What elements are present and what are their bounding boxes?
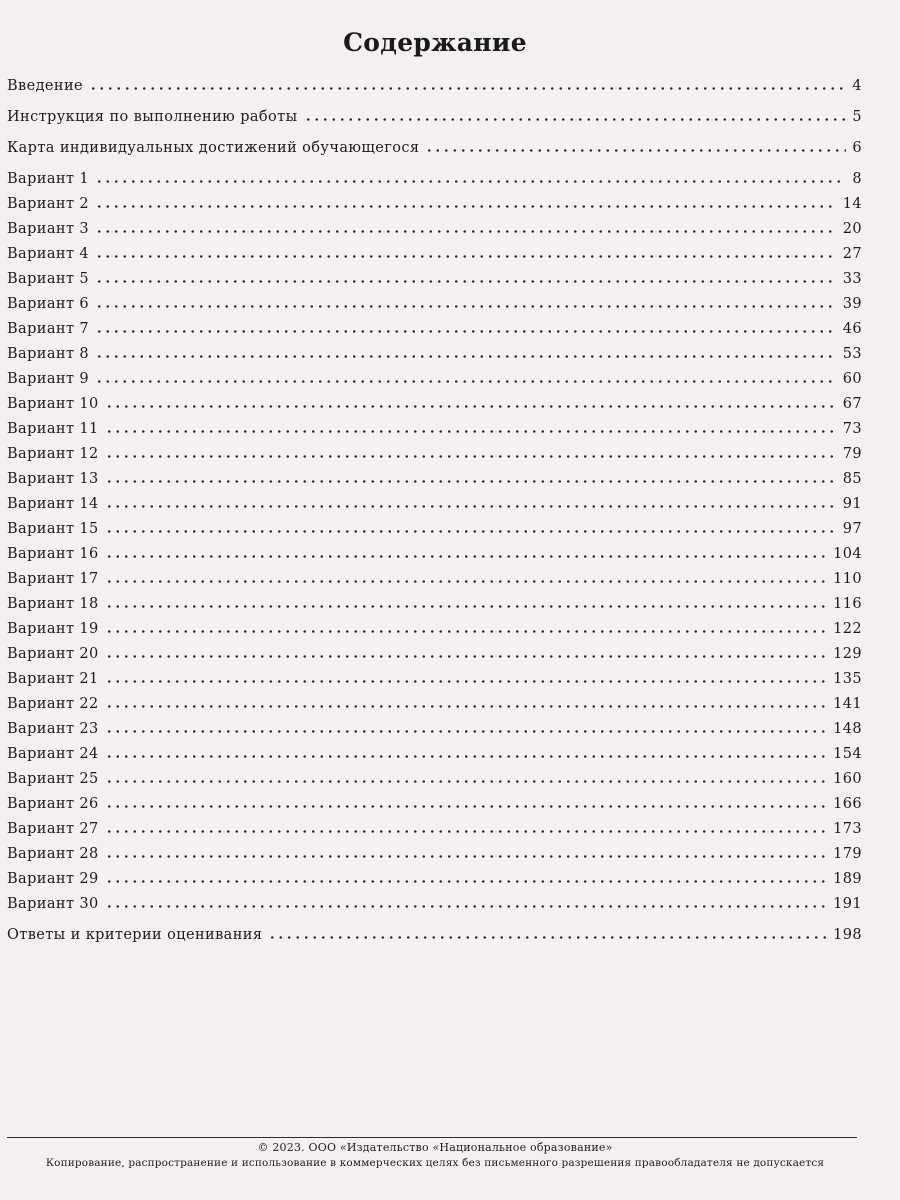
dot-leader: [105, 580, 827, 583]
toc-entry-page: 173: [833, 821, 862, 837]
toc-entry-page: 5: [852, 109, 862, 125]
toc-entry-label: Инструкция по выполнению работы: [7, 109, 298, 125]
toc-entry-variant-18[interactable]: [7, 592, 862, 617]
toc-entry-label: Вариант 28: [7, 846, 99, 862]
toc-entry-label: Вариант 19: [7, 621, 99, 637]
variant-list: [7, 167, 862, 917]
toc-entry-variant-16[interactable]: [7, 542, 862, 567]
toc-entry-label: Вариант 22: [7, 696, 99, 712]
dot-leader: [105, 705, 827, 708]
footer-notice: Копирование, распространение и использование в коммерческих целях без письменного разрешения правообладателя не допускается: [45, 1157, 825, 1169]
toc-entry-label: Вариант 25: [7, 771, 99, 787]
toc-entry-variant-4[interactable]: [7, 242, 862, 267]
toc-entry-variant-15[interactable]: [7, 517, 862, 542]
dot-leader: [95, 180, 846, 183]
toc-entry-label: Вариант 9: [7, 371, 90, 387]
dot-leader: [105, 555, 827, 558]
dot-leader: [105, 680, 827, 683]
toc-entry-page: 20: [842, 221, 862, 237]
toc-entry-page: 85: [842, 471, 862, 487]
dot-leader: [89, 87, 846, 90]
dot-leader: [105, 805, 827, 808]
dot-leader: [105, 830, 827, 833]
toc-entry-variant-1[interactable]: [7, 167, 862, 192]
toc-entry-label: Вариант 6: [7, 296, 90, 312]
toc-entry-label: Вариант 14: [7, 496, 99, 512]
toc-entry-variant-3[interactable]: [7, 217, 862, 242]
toc-entry-introduction[interactable]: [7, 74, 862, 99]
dot-leader: [105, 405, 837, 408]
dot-leader: [95, 305, 837, 308]
toc-entry-page: 104: [833, 546, 862, 562]
toc-entry-page: 166: [833, 796, 862, 812]
toc-entry-page: 97: [842, 521, 862, 537]
toc-entry-label: Вариант 18: [7, 596, 99, 612]
toc-entry-label: Карта индивидуальных достижений обучающегося: [7, 140, 420, 156]
toc-entry-variant-19[interactable]: [7, 617, 862, 642]
toc-entry-page: 79: [842, 446, 862, 462]
toc-entry-variant-26[interactable]: [7, 792, 862, 817]
toc-entry-variant-24[interactable]: [7, 742, 862, 767]
toc-entry-label: Вариант 29: [7, 871, 99, 887]
toc-entry-page: 135: [833, 671, 862, 687]
dot-leader: [268, 936, 827, 939]
dot-leader: [105, 755, 827, 758]
dot-leader: [105, 430, 837, 433]
dot-leader: [105, 530, 837, 533]
toc-entry-variant-13[interactable]: [7, 467, 862, 492]
toc-entry-label: Вариант 8: [7, 346, 90, 362]
dot-leader: [425, 149, 846, 152]
toc-entry-variant-7[interactable]: [7, 317, 862, 342]
toc-entry-variant-10[interactable]: [7, 392, 862, 417]
toc-entry-page: 14: [842, 196, 862, 212]
toc-entry-page: 67: [842, 396, 862, 412]
toc-entry-page: 73: [842, 421, 862, 437]
toc-entry-page: 60: [842, 371, 862, 387]
toc-entry-label: Вариант 1: [7, 171, 90, 187]
toc-entry-variant-9[interactable]: [7, 367, 862, 392]
dot-leader: [105, 605, 827, 608]
toc-entry-variant-5[interactable]: [7, 267, 862, 292]
dot-leader: [95, 330, 837, 333]
page-title: Содержание: [343, 28, 527, 57]
table-of-contents: [7, 74, 862, 948]
dot-leader: [105, 480, 837, 483]
toc-entry-answers[interactable]: [7, 923, 862, 948]
toc-entry-label: Вариант 27: [7, 821, 99, 837]
toc-entry-label: Вариант 15: [7, 521, 99, 537]
footer-copyright: © 2023. ООО «Издательство «Национальное образование»: [257, 1141, 613, 1154]
toc-entry-label: Вариант 4: [7, 246, 90, 262]
toc-entry-variant-30[interactable]: [7, 892, 862, 917]
toc-entry-label: Вариант 23: [7, 721, 99, 737]
toc-entry-page: 33: [842, 271, 862, 287]
toc-entry-page: 110: [833, 571, 862, 587]
toc-entry-page: 91: [842, 496, 862, 512]
toc-entry-variant-20[interactable]: [7, 642, 862, 667]
toc-entry-label: Вариант 20: [7, 646, 99, 662]
toc-entry-page: 148: [833, 721, 862, 737]
toc-entry-page: 154: [833, 746, 862, 762]
toc-entry-label: Вариант 11: [7, 421, 99, 437]
toc-entry-page: 116: [833, 596, 862, 612]
dot-leader: [105, 905, 827, 908]
toc-entry-page: 198: [833, 927, 862, 943]
toc-entry-label: Вариант 7: [7, 321, 90, 337]
toc-entry-page: 39: [842, 296, 862, 312]
toc-entry-label: Вариант 30: [7, 896, 99, 912]
toc-entry-variant-22[interactable]: [7, 692, 862, 717]
dot-leader: [105, 780, 827, 783]
toc-entry-variant-8[interactable]: [7, 342, 862, 367]
toc-entry-variant-25[interactable]: [7, 767, 862, 792]
dot-leader: [304, 118, 846, 121]
toc-entry-variant-11[interactable]: [7, 417, 862, 442]
footer-divider: [7, 1137, 857, 1138]
toc-entry-page: 160: [833, 771, 862, 787]
dot-leader: [105, 880, 827, 883]
toc-entry-label: Вариант 26: [7, 796, 99, 812]
toc-entry-label: Вариант 12: [7, 446, 99, 462]
dot-leader: [105, 730, 827, 733]
toc-entry-page: 46: [842, 321, 862, 337]
toc-entry-variant-14[interactable]: [7, 492, 862, 517]
dot-leader: [105, 505, 837, 508]
toc-entry-label: Вариант 3: [7, 221, 90, 237]
toc-entry-page: 4: [852, 78, 862, 94]
dot-leader: [95, 380, 837, 383]
dot-leader: [95, 355, 837, 358]
toc-entry-label: Вариант 16: [7, 546, 99, 562]
toc-entry-page: 179: [833, 846, 862, 862]
toc-entry-variant-17[interactable]: [7, 567, 862, 592]
toc-entry-variant-28[interactable]: [7, 842, 862, 867]
toc-entry-page: 53: [842, 346, 862, 362]
toc-entry-variant-6[interactable]: [7, 292, 862, 317]
dot-leader: [95, 255, 837, 258]
toc-entry-variant-2[interactable]: [7, 192, 862, 217]
toc-entry-label: Вариант 10: [7, 396, 99, 412]
toc-entry-label: Вариант 24: [7, 746, 99, 762]
toc-entry-page: 191: [833, 896, 862, 912]
toc-entry-label: Вариант 21: [7, 671, 99, 687]
toc-entry-label: Введение: [7, 78, 84, 94]
toc-entry-variant-23[interactable]: [7, 717, 862, 742]
toc-entry-label: Вариант 5: [7, 271, 90, 287]
dot-leader: [105, 455, 837, 458]
toc-entry-variant-29[interactable]: [7, 867, 862, 892]
toc-entry-page: 27: [842, 246, 862, 262]
dot-leader: [95, 230, 837, 233]
toc-entry-label: Вариант 13: [7, 471, 99, 487]
toc-entry-page: 189: [833, 871, 862, 887]
dot-leader: [95, 205, 837, 208]
toc-entry-page: 6: [852, 140, 862, 156]
toc-entry-variant-12[interactable]: [7, 442, 862, 467]
dot-leader: [95, 280, 837, 283]
toc-entry-page: 141: [833, 696, 862, 712]
dot-leader: [105, 655, 827, 658]
toc-entry-page: 129: [833, 646, 862, 662]
dot-leader: [105, 630, 827, 633]
toc-entry-instructions[interactable]: [7, 105, 862, 130]
toc-entry-label: Вариант 17: [7, 571, 99, 587]
toc-entry-page: 122: [833, 621, 862, 637]
toc-entry-label: Ответы и критерии оценивания: [7, 927, 263, 943]
toc-entry-label: Вариант 2: [7, 196, 90, 212]
toc-entry-variant-21[interactable]: [7, 667, 862, 692]
toc-entry-page: 8: [852, 171, 862, 187]
toc-entry-achievement-map[interactable]: [7, 136, 862, 161]
dot-leader: [105, 855, 827, 858]
toc-entry-variant-27[interactable]: [7, 817, 862, 842]
